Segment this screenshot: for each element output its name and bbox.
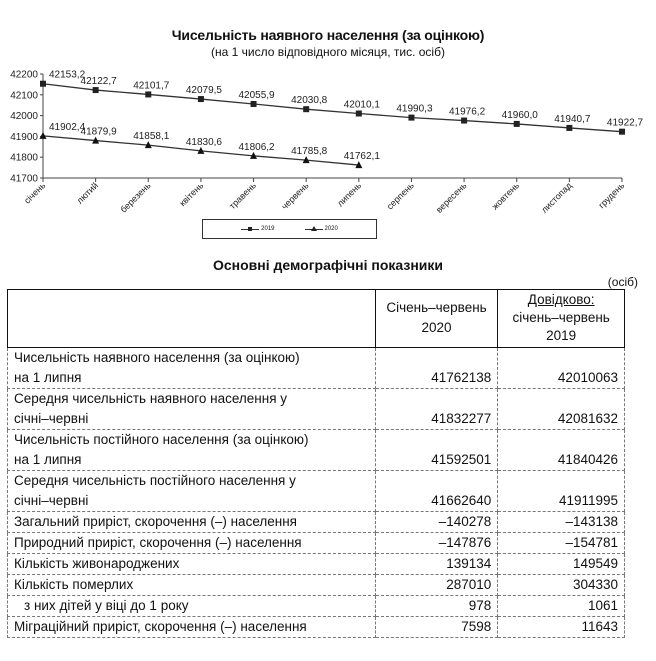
x-tick-label: січень [22,180,48,206]
table-row [8,533,625,554]
point-marker-2019 [619,129,625,135]
point-marker-2019 [356,110,362,116]
table-row [8,430,625,471]
row-label-line-2: січні–червні [14,411,89,426]
row-label [8,596,376,617]
value-2019: 41911995 [498,471,625,512]
point-marker-2020 [40,132,47,139]
row-label-line-1: Середня чисельність постійного населення у [14,473,296,488]
value-2019: 42081632 [498,389,625,430]
header-empty-cell [8,290,376,348]
x-tick-label: травень [227,180,258,212]
data-label-2020: 41830,6 [185,136,222,148]
value-2020: 7598 [375,617,498,638]
point-marker-2019 [408,115,414,121]
value-2019: –143138 [498,512,625,533]
x-tick-label: лютий [74,180,101,206]
table-row [8,596,625,617]
row-label [8,471,376,512]
data-label-2020: 41858,1 [133,131,170,143]
legend-item-2019 [241,226,274,232]
x-tick-label: вересень [433,180,469,215]
x-tick-label: жовтень [489,180,522,212]
row-label-line-1: Загальний приріст, скорочення (–) населення [14,514,297,529]
table-row [8,554,625,575]
value-2020: 41832277 [375,389,498,430]
data-label-2019: 42101,7 [133,80,170,92]
series-line-2019 [43,84,622,132]
data-label-2020: 41879,9 [80,126,117,138]
x-tick-label: серпень [384,180,416,212]
data-label-2019: 42122,7 [80,76,117,88]
x-tick-label: березень [118,180,153,215]
value-2019: 149549 [498,554,625,575]
data-label-2019: 42030,8 [291,95,328,107]
table-row [8,617,625,638]
row-label [8,389,376,430]
y-tick-label: 42100 [10,90,38,102]
data-label-2020: 41785,8 [291,146,328,158]
x-tick-label: грудень [596,180,627,211]
row-label [8,512,376,533]
chart-legend [202,219,377,239]
legend-label-2019: 2019 [261,226,275,232]
row-label [8,348,376,389]
header-col-2020 [375,290,498,348]
data-label-2019: 42079,5 [185,85,222,97]
legend-label-2020: 2020 [324,226,338,232]
x-tick-label: червень [279,180,311,212]
y-tick-label: 41800 [10,152,38,164]
header-col-2020-label: Січень–червень 2020 [386,299,487,335]
table-row [8,512,625,533]
legend-triangle-marker-icon [305,229,323,230]
y-tick-label: 41900 [10,131,38,143]
y-tick-label: 42000 [10,111,38,123]
data-label-2019: 42153,2 [49,69,86,81]
value-2020: 139134 [375,554,498,575]
row-label-line-1: Чисельність постійного населення (за оцінкою) [14,432,309,447]
value-2020: –147876 [375,533,498,554]
data-label-2019: 41990,3 [396,103,433,115]
header-col-2019 [498,290,625,348]
point-marker-2019 [40,81,46,87]
demographics-table [7,289,625,638]
table-row [8,471,625,512]
row-label-line-1: Середня чисельність наявного населення у [14,391,288,406]
row-label-line-1: Чисельність наявного населення (за оцінкою) [14,350,300,365]
chart-subtitle: (на 1 число відповідного місяця, тис. осіб) [211,45,445,59]
value-2020: 41762138 [375,348,498,389]
data-label-2020: 41806,2 [238,141,275,153]
value-2020: 978 [375,596,498,617]
y-tick-label: 42200 [10,69,38,81]
row-label [8,554,376,575]
value-2019: 11643 [498,617,625,638]
table-row [8,389,625,430]
data-label-2019: 41922,7 [606,117,644,129]
value-2020: 287010 [375,575,498,596]
row-label [8,617,376,638]
data-label-2019: 42010,1 [343,99,380,111]
data-label-2020: 41762,1 [343,151,380,163]
value-2019: –154781 [498,533,625,554]
table-title: Основні демографічні показники [212,257,443,273]
row-label-line-1: Природний приріст, скорочення (–) населення [14,535,302,550]
table-row [8,575,625,596]
data-label-2019: 41960,0 [501,109,538,121]
row-label [8,533,376,554]
row-label-line-2: на 1 липня [14,370,82,385]
row-label-line-2: січні–червні [14,493,89,508]
point-marker-2019 [303,106,309,112]
header-col-2019-label: січень–червень 2019 [512,310,610,343]
point-marker-2019 [198,96,204,102]
point-marker-2019 [251,101,257,107]
point-marker-2019 [461,118,467,124]
value-2019: 42010063 [498,348,625,389]
y-tick-label: 41700 [10,173,38,185]
point-marker-2019 [514,121,520,127]
row-label-line-1: Кількість живонароджених [14,556,180,571]
table-header-row [8,290,625,348]
point-marker-2019 [93,87,99,93]
data-label-2019: 42055,9 [238,89,275,101]
data-label-2020: 41902,4 [49,121,86,133]
header-note: Довідково: [527,292,595,307]
legend-square-marker-icon [241,229,259,230]
data-label-2019: 41940,7 [554,113,591,125]
value-2019: 304330 [498,575,625,596]
chart-title: Чисельність наявного населення (за оцінкою) [171,27,485,43]
row-label-line-2: на 1 липня [14,452,82,467]
table-units: (осіб) [607,275,638,289]
row-label [8,430,376,471]
table-row [8,348,625,389]
value-2020: 41592501 [375,430,498,471]
row-label [8,575,376,596]
row-label-line-1: Кількість померлих [14,577,134,592]
row-label-line-1: з них дітей у віці до 1 року [24,598,189,613]
value-2020: –140278 [375,512,498,533]
x-tick-label: листопад [539,180,574,215]
value-2020: 41662640 [375,471,498,512]
value-2019: 41840426 [498,430,625,471]
legend-item-2020 [305,226,338,232]
point-marker-2019 [566,125,572,131]
value-2019: 1061 [498,596,625,617]
line-chart [0,60,656,220]
data-label-2019: 41976,2 [449,106,486,118]
point-marker-2019 [145,91,151,97]
x-tick-label: липень [335,180,364,209]
row-label-line-1: Міграційний приріст, скорочення (–) населення [14,619,307,634]
x-tick-label: квітень [177,180,206,209]
